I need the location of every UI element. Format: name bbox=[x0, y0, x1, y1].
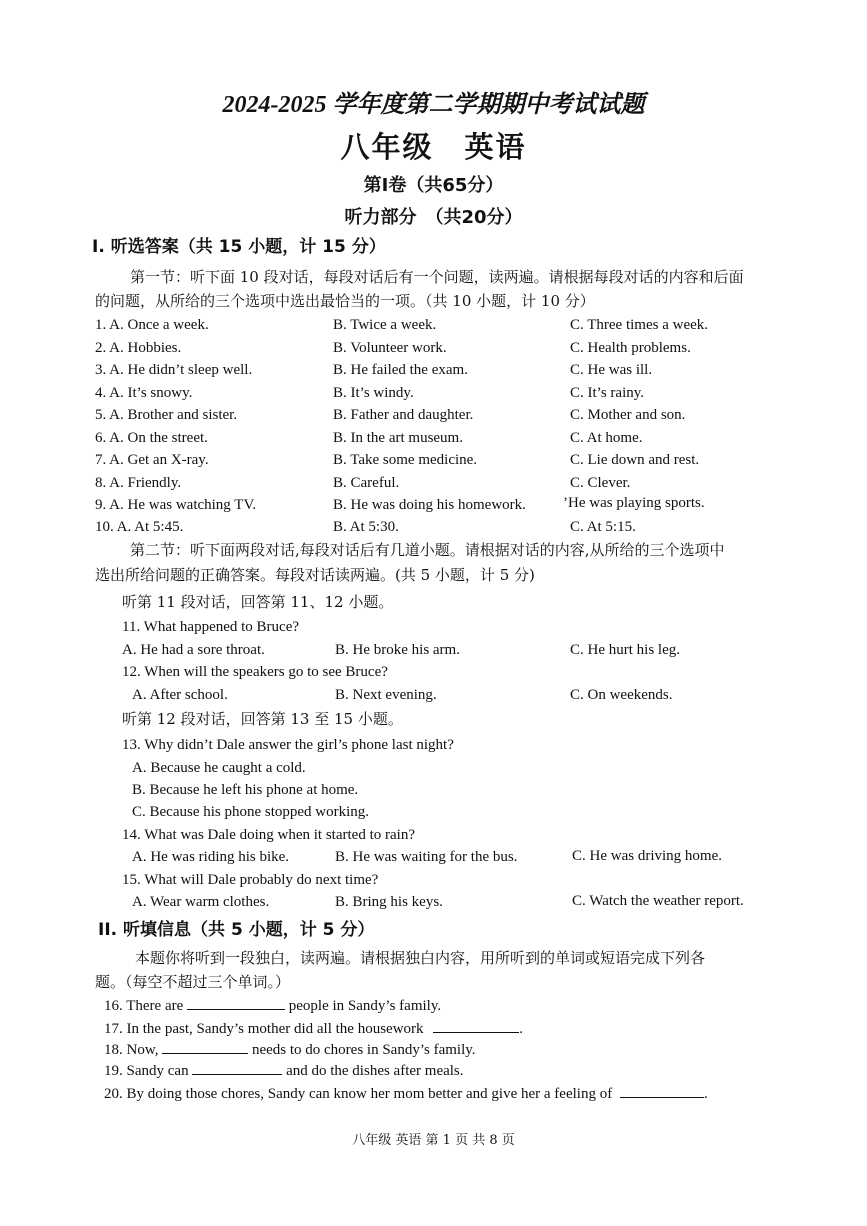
volume-title: 第Ⅰ卷（共65分） bbox=[363, 175, 504, 196]
q14-option-b: B. He was waiting for the bus. bbox=[335, 849, 518, 865]
q1-option-c: C. Three times a week. bbox=[570, 317, 709, 333]
q14-question: 14. What was Dale doing when it started to rain? bbox=[122, 827, 415, 843]
q9-option-a: 9. A. He was watching TV. bbox=[95, 497, 257, 513]
q15-option-a: A. Wear warm clothes. bbox=[132, 894, 270, 910]
q7-option-a: 7. A. Get an X-ray. bbox=[95, 452, 209, 468]
q10-option-c: C. At 5:15. bbox=[570, 519, 636, 535]
q13-option-a: A. Because he caught a cold. bbox=[132, 760, 306, 776]
q20-text-after: . bbox=[703, 1086, 708, 1102]
q10-option-a: 10. A. At 5:45. bbox=[95, 519, 184, 535]
q19-blank[interactable] bbox=[192, 1062, 282, 1075]
dialog12-instruction: 听第 12 段对话，回答第 13 至 15 小题。 bbox=[122, 710, 403, 728]
q3-option-b: B. He failed the exam. bbox=[333, 362, 468, 378]
q2-option-a: 2. A. Hobbies. bbox=[95, 340, 182, 356]
q8-option-b: B. Careful. bbox=[333, 475, 400, 491]
q18-text-after: needs to do chores in Sandy’s family. bbox=[251, 1042, 476, 1058]
q4-option-c: C. It’s rainy. bbox=[570, 385, 645, 401]
q11-option-b: B. He broke his arm. bbox=[335, 642, 460, 658]
page-footer: 八年级 英语 第 1 页 共 8 页 bbox=[352, 1133, 515, 1148]
q6-option-c: C. At home. bbox=[570, 430, 643, 446]
q1-option-a: 1. A. Once a week. bbox=[95, 317, 209, 333]
listening-part-title: 听力部分 （共20分） bbox=[344, 207, 523, 228]
q7-option-c: C. Lie down and rest. bbox=[570, 452, 700, 468]
q11-question: 11. What happened to Bruce? bbox=[122, 619, 300, 635]
q3-option-c: C. He was ill. bbox=[570, 362, 653, 378]
section1-heading: I. 听选答案（共 15 小题，计 15 分） bbox=[92, 237, 386, 257]
q17-line bbox=[104, 1020, 523, 1038]
q7-option-b: B. Take some medicine. bbox=[333, 452, 478, 468]
q19-text-before: 19. Sandy can bbox=[104, 1063, 189, 1079]
q10-option-b: B. At 5:30. bbox=[333, 519, 399, 535]
q1-option-b: B. Twice a week. bbox=[333, 317, 437, 333]
q18-blank[interactable] bbox=[162, 1041, 248, 1054]
section2-instruction-line1: 本题你将听到一段独白，读两遍。请根据独白内容，用所听到的单词或短语完成下列各 bbox=[135, 949, 706, 967]
q12-question: 12. When will the speakers go to see Bruce? bbox=[122, 664, 388, 680]
q20-blank[interactable] bbox=[620, 1085, 704, 1098]
q4-option-a: 4. A. It’s snowy. bbox=[95, 385, 193, 401]
q16-line bbox=[104, 997, 441, 1015]
q14-option-a: A. He was riding his bike. bbox=[132, 849, 290, 865]
q19-line bbox=[104, 1062, 464, 1080]
q13-option-c: C. Because his phone stopped working. bbox=[132, 804, 370, 820]
q13-option-b: B. Because he left his phone at home. bbox=[132, 782, 359, 798]
q6-option-a: 6. A. On the street. bbox=[95, 430, 208, 446]
section2-heading: II. 听填信息（共 5 小题，计 5 分） bbox=[98, 920, 375, 940]
q18-line bbox=[104, 1041, 476, 1059]
q19-text-after: and do the dishes after meals. bbox=[286, 1063, 464, 1079]
q4-option-b: B. It’s windy. bbox=[333, 385, 414, 401]
q16-text-after: people in Sandy’s family. bbox=[288, 998, 442, 1014]
q20-line bbox=[104, 1085, 708, 1103]
q17-text-before: 17. In the past, Sandy’s mother did all the housework bbox=[104, 1021, 424, 1037]
part1-instruction-line2: 的问题，从所给的三个选项中选出最恰当的一项。（共 10 小题，计 10 分） bbox=[95, 292, 595, 310]
q15-option-b: B. Bring his keys. bbox=[335, 894, 443, 910]
q16-text-before: 16. There are bbox=[104, 998, 184, 1014]
q13-question: 13. Why didn’t Dale answer the girl’s phone last night? bbox=[122, 737, 454, 753]
part2-instruction-line2: 选出所给问题的正确答案。每段对话读两遍。(共 5 小题，计 5 分) bbox=[95, 566, 535, 584]
q5-option-c: C. Mother and son. bbox=[570, 407, 686, 423]
q15-question: 15. What will Dale probably do next time? bbox=[122, 872, 379, 888]
q17-blank[interactable] bbox=[433, 1020, 519, 1033]
section2-instruction-line2: 题。（每空不超过三个单词。） bbox=[95, 973, 291, 991]
q18-text-before: 18. Now, bbox=[104, 1042, 159, 1058]
q9-option-c: ’He was playing sports. bbox=[563, 495, 705, 511]
q12-option-c: C. On weekends. bbox=[570, 687, 673, 703]
q17-text-after: . bbox=[519, 1021, 524, 1037]
q16-blank[interactable] bbox=[187, 997, 285, 1010]
q5-option-a: 5. A. Brother and sister. bbox=[95, 407, 238, 423]
exam-subject: 八年级 英语 bbox=[340, 130, 527, 164]
q20-text-before: 20. By doing those chores, Sandy can know her mom better and give her a feeling of bbox=[104, 1086, 613, 1102]
dialog11-instruction: 听第 11 段对话，回答第 11、12 小题。 bbox=[122, 593, 394, 611]
q12-option-a: A. After school. bbox=[132, 687, 228, 703]
q3-option-a: 3. A. He didn’t sleep well. bbox=[95, 362, 253, 378]
q11-option-a: A. He had a sore throat. bbox=[122, 642, 265, 658]
q5-option-b: B. Father and daughter. bbox=[333, 407, 474, 423]
q11-option-c: C. He hurt his leg. bbox=[570, 642, 680, 658]
q12-option-b: B. Next evening. bbox=[335, 687, 437, 703]
q8-option-c: C. Clever. bbox=[570, 475, 631, 491]
q15-option-c: C. Watch the weather report. bbox=[572, 893, 744, 909]
q2-option-c: C. Health problems. bbox=[570, 340, 691, 356]
part2-instruction-line1: 第二节：听下面两段对话,每段对话后有几道小题。请根据对话的内容,从所给的三个选项中 bbox=[130, 541, 725, 559]
q2-option-b: B. Volunteer work. bbox=[333, 340, 447, 356]
part1-instruction-line1: 第一节：听下面 10 段对话，每段对话后有一个问题，读两遍。请根据每段对话的内容和后面 bbox=[130, 268, 744, 286]
q6-option-b: B. In the art museum. bbox=[333, 430, 463, 446]
exam-title: 2024-2025 学年度第二学期期中考试试题 bbox=[222, 92, 645, 118]
q9-option-b: B. He was doing his homework. bbox=[333, 497, 526, 513]
q8-option-a: 8. A. Friendly. bbox=[95, 475, 182, 491]
q14-option-c: C. He was driving home. bbox=[572, 848, 722, 864]
